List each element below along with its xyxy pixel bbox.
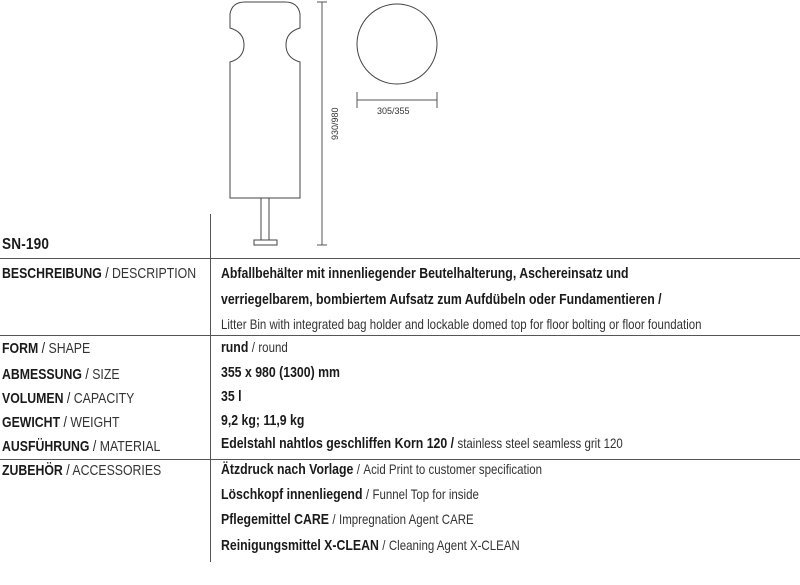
- description-line-2: verriegelbarem, bombiertem Aufsatz zum Aufdübeln oder Fundamentieren /: [221, 291, 662, 308]
- capacity-label: VOLUMEN / CAPACITY: [2, 390, 135, 407]
- weight-label: GEWICHT / WEIGHT: [2, 414, 120, 431]
- description-label: BESCHREIBUNG / DESCRIPTION: [2, 265, 197, 282]
- technical-drawing: [0, 0, 800, 260]
- description-line-1: Abfallbehälter mit innenliegender Beutelhalterung, Aschereinsatz und: [221, 265, 629, 282]
- description-line-3: Litter Bin with integrated bag holder and lockable domed top for floor bolting or floor foundation: [221, 316, 702, 332]
- accessory-item: Reinigungsmittel X-CLEAN / Cleaning Agent X-CLEAN: [221, 537, 520, 554]
- row-divider: [0, 335, 800, 336]
- accessory-item: Ätzdruck nach Vorlage / Acid Print to customer specification: [221, 461, 543, 478]
- bin-base-plate: [254, 240, 277, 245]
- size-label: ABMESSUNG / SIZE: [2, 366, 120, 383]
- accessory-item: Pflegemittel CARE / Impregnation Agent CARE: [221, 511, 474, 528]
- accessories-label: ZUBEHÖR / ACCESSORIES: [2, 462, 162, 479]
- row-divider: [0, 459, 800, 460]
- accessory-item: Löschkopf innenliegend / Funnel Top for inside: [221, 486, 479, 503]
- row-divider: [0, 258, 800, 259]
- bin-front-view: [230, 2, 300, 198]
- capacity-value: 35 l: [221, 388, 242, 405]
- shape-label: FORM / SHAPE: [2, 340, 91, 357]
- bin-post: [261, 198, 269, 240]
- model-number: SN-190: [2, 236, 50, 253]
- height-dimension: 930/980: [330, 107, 340, 140]
- shape-value: rund / round: [221, 339, 288, 356]
- material-label: AUSFÜHRUNG / MATERIAL: [2, 438, 161, 455]
- size-value: 355 x 980 (1300) mm: [221, 364, 340, 381]
- column-divider: [210, 214, 211, 562]
- bin-top-view: [357, 4, 437, 84]
- weight-value: 9,2 kg; 11,9 kg: [221, 412, 305, 429]
- diameter-dimension: 305/355: [377, 106, 410, 116]
- material-value: Edelstahl nahtlos geschliffen Korn 120 / stainless steel seamless grit 120: [221, 435, 623, 452]
